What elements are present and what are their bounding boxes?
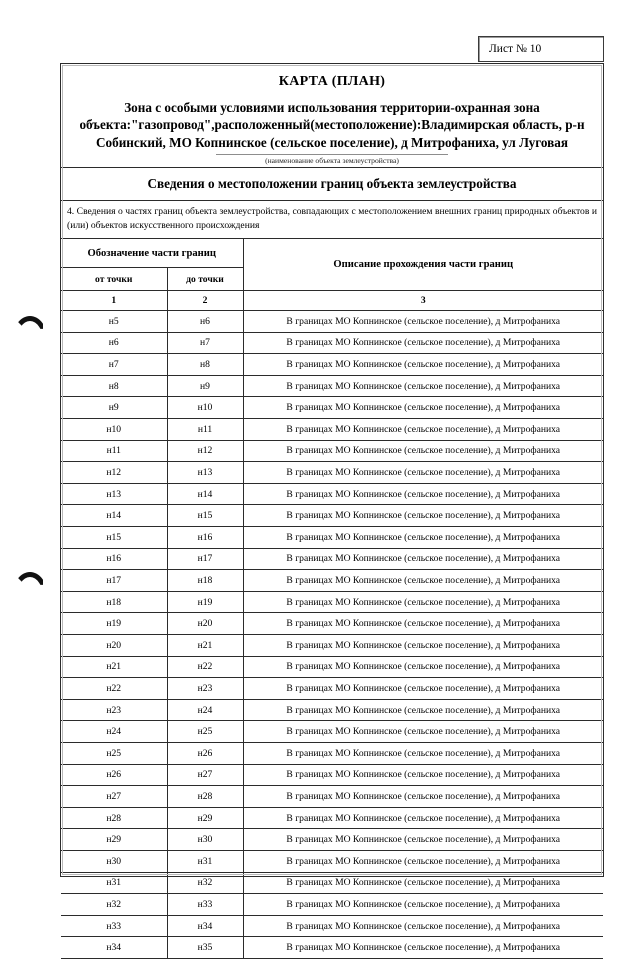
cell-from-point: н19 <box>61 613 167 635</box>
cell-from-point: н8 <box>61 375 167 397</box>
cell-from-point: н20 <box>61 634 167 656</box>
table-row <box>61 548 603 570</box>
table-row <box>61 742 603 764</box>
cell-description: В границах МО Копнинское (сельское поселение), д Митрофаниха <box>243 764 603 786</box>
table-row <box>61 613 603 635</box>
table-row <box>61 786 603 808</box>
cell-from-point: н15 <box>61 527 167 549</box>
table-row <box>61 678 603 700</box>
title-block <box>61 64 603 167</box>
cell-from-point: н34 <box>61 937 167 959</box>
cell-description: В границах МО Копнинское (сельское поселение), д Митрофаниха <box>243 656 603 678</box>
sheet-number-label: Лист № 10 <box>489 43 542 55</box>
cell-to-point: н25 <box>167 721 243 743</box>
column-number-2: 2 <box>167 291 243 311</box>
cell-from-point: н5 <box>61 311 167 333</box>
table-row <box>61 699 603 721</box>
cell-to-point: н6 <box>167 311 243 333</box>
cell-from-point: н11 <box>61 440 167 462</box>
cell-to-point: н9 <box>167 375 243 397</box>
header-to-point: до точки <box>167 268 243 291</box>
cell-description: В границах МО Копнинское (сельское поселение), д Митрофаниха <box>243 419 603 441</box>
table-row <box>61 829 603 851</box>
cell-description: В границах МО Копнинское (сельское поселение), д Митрофаниха <box>243 699 603 721</box>
cell-from-point: н30 <box>61 850 167 872</box>
table-row <box>61 505 603 527</box>
column-number-1: 1 <box>61 291 167 311</box>
cell-from-point: н7 <box>61 354 167 376</box>
document-subtitle: Зона с особыми условиями использования территории-охранная зона объекта:"газопровод",расположенный(местоположение):Владимирская область, р-н Собинский, МО Копнинское (сельское поселение), д Митрофаниха, ул Луговая <box>79 100 585 150</box>
table-row <box>61 764 603 786</box>
table-row <box>61 937 603 959</box>
table-row <box>61 419 603 441</box>
cell-description: В границах МО Копнинское (сельское поселение), д Митрофаниха <box>243 332 603 354</box>
cell-description: В границах МО Копнинское (сельское поселение), д Митрофаниха <box>243 440 603 462</box>
table-row <box>61 332 603 354</box>
cell-description: В границах МО Копнинское (сельское поселение), д Митрофаниха <box>243 570 603 592</box>
cell-to-point: н14 <box>167 483 243 505</box>
header-description: Описание прохождения части границ <box>243 239 603 291</box>
cell-description: В границах МО Копнинское (сельское поселение), д Митрофаниха <box>243 483 603 505</box>
cell-to-point: н23 <box>167 678 243 700</box>
cell-from-point: н6 <box>61 332 167 354</box>
cell-description: В границах МО Копнинское (сельское поселение), д Митрофаниха <box>243 527 603 549</box>
cell-from-point: н25 <box>61 742 167 764</box>
cell-from-point: н26 <box>61 764 167 786</box>
header-group-designation: Обозначение части границ <box>61 239 243 268</box>
table-row <box>61 894 603 916</box>
table-row <box>61 440 603 462</box>
cell-to-point: н26 <box>167 742 243 764</box>
table-row <box>61 807 603 829</box>
cell-to-point: н32 <box>167 872 243 894</box>
cell-to-point: н34 <box>167 915 243 937</box>
cell-from-point: н18 <box>61 591 167 613</box>
cell-description: В границах МО Копнинское (сельское поселение), д Митрофаниха <box>243 786 603 808</box>
table-row <box>61 375 603 397</box>
cell-to-point: н18 <box>167 570 243 592</box>
table-row <box>61 721 603 743</box>
cell-to-point: н8 <box>167 354 243 376</box>
table-row <box>61 872 603 894</box>
cell-to-point: н22 <box>167 656 243 678</box>
table-row <box>61 915 603 937</box>
cell-description: В границах МО Копнинское (сельское поселение), д Митрофаниха <box>243 937 603 959</box>
cell-description: В границах МО Копнинское (сельское поселение), д Митрофаниха <box>243 807 603 829</box>
cell-to-point: н7 <box>167 332 243 354</box>
cell-to-point: н29 <box>167 807 243 829</box>
cell-to-point: н30 <box>167 829 243 851</box>
cell-from-point: н29 <box>61 829 167 851</box>
cell-to-point: н21 <box>167 634 243 656</box>
cell-description: В границах МО Копнинское (сельское поселение), д Митрофаниха <box>243 375 603 397</box>
section-note: 4. Сведения о частях границ объекта землеустройства, совпадающих с местоположением внешних границ природных объектов и (или) объектов искусственного происхождения <box>61 201 603 239</box>
cell-from-point: н12 <box>61 462 167 484</box>
cell-to-point: н20 <box>167 613 243 635</box>
cell-to-point: н12 <box>167 440 243 462</box>
table-row <box>61 311 603 333</box>
cell-to-point: н24 <box>167 699 243 721</box>
binder-hole-mark-top <box>12 316 48 341</box>
table-row <box>61 570 603 592</box>
cell-description: В границах МО Копнинское (сельское поселение), д Митрофаниха <box>243 505 603 527</box>
column-number-3: 3 <box>243 291 603 311</box>
cell-from-point: н24 <box>61 721 167 743</box>
subtitle-caption: (наименование объекта землеустройства) <box>216 154 448 165</box>
cell-from-point: н27 <box>61 786 167 808</box>
cell-to-point: н17 <box>167 548 243 570</box>
cell-description: В границах МО Копнинское (сельское поселение), д Митрофаниха <box>243 634 603 656</box>
cell-to-point: н16 <box>167 527 243 549</box>
cell-to-point: н33 <box>167 894 243 916</box>
cell-from-point: н13 <box>61 483 167 505</box>
table-header-group-row <box>61 239 603 268</box>
cell-description: В границах МО Копнинское (сельское поселение), д Митрофаниха <box>243 354 603 376</box>
cell-to-point: н35 <box>167 937 243 959</box>
table-row <box>61 397 603 419</box>
cell-description: В границах МО Копнинское (сельское поселение), д Митрофаниха <box>243 311 603 333</box>
page-title: КАРТА (ПЛАН) <box>278 74 386 89</box>
table-row <box>61 462 603 484</box>
cell-description: В границах МО Копнинское (сельское поселение), д Митрофаниха <box>243 678 603 700</box>
cell-from-point: н33 <box>61 915 167 937</box>
cell-to-point: н15 <box>167 505 243 527</box>
cell-description: В границах МО Копнинское (сельское поселение), д Митрофаниха <box>243 829 603 851</box>
cell-to-point: н28 <box>167 786 243 808</box>
cell-from-point: н22 <box>61 678 167 700</box>
header-from-point: от точки <box>61 268 167 291</box>
cell-description: В границах МО Копнинское (сельское поселение), д Митрофаниха <box>243 462 603 484</box>
cell-description: В границах МО Копнинское (сельское поселение), д Митрофаниха <box>243 850 603 872</box>
cell-from-point: н28 <box>61 807 167 829</box>
cell-description: В границах МО Копнинское (сельское поселение), д Митрофаниха <box>243 742 603 764</box>
cell-to-point: н31 <box>167 850 243 872</box>
sheet-number-box <box>478 36 604 62</box>
cell-from-point: н21 <box>61 656 167 678</box>
cell-description: В границах МО Копнинское (сельское поселение), д Митрофаниха <box>243 591 603 613</box>
table-row <box>61 354 603 376</box>
cell-description: В границах МО Копнинское (сельское поселение), д Митрофаниха <box>243 872 603 894</box>
cell-description: В границах МО Копнинское (сельское поселение), д Митрофаниха <box>243 397 603 419</box>
section-heading: Сведения о местоположении границ объекта землеустройства <box>61 167 603 201</box>
table-row <box>61 527 603 549</box>
cell-description: В границах МО Копнинское (сельское поселение), д Митрофаниха <box>243 721 603 743</box>
table-row <box>61 591 603 613</box>
cell-to-point: н27 <box>167 764 243 786</box>
border-parts-table <box>61 239 603 959</box>
document-frame <box>60 63 604 954</box>
cell-from-point: н32 <box>61 894 167 916</box>
cell-to-point: н10 <box>167 397 243 419</box>
cell-description: В границах МО Копнинское (сельское поселение), д Митрофаниха <box>243 613 603 635</box>
binder-hole-mark-bottom <box>12 572 48 597</box>
cell-to-point: н13 <box>167 462 243 484</box>
cell-from-point: н14 <box>61 505 167 527</box>
table-body <box>61 311 603 959</box>
cell-from-point: н9 <box>61 397 167 419</box>
cell-from-point: н31 <box>61 872 167 894</box>
cell-description: В границах МО Копнинское (сельское поселение), д Митрофаниха <box>243 894 603 916</box>
table-row <box>61 634 603 656</box>
table-row <box>61 483 603 505</box>
cell-description: В границах МО Копнинское (сельское поселение), д Митрофаниха <box>243 548 603 570</box>
table-row <box>61 850 603 872</box>
cell-to-point: н19 <box>167 591 243 613</box>
cell-from-point: н23 <box>61 699 167 721</box>
cell-description: В границах МО Копнинское (сельское поселение), д Митрофаниха <box>243 915 603 937</box>
table-row <box>61 656 603 678</box>
cell-from-point: н16 <box>61 548 167 570</box>
cell-from-point: н17 <box>61 570 167 592</box>
table-column-number-row <box>61 291 603 311</box>
cell-from-point: н10 <box>61 419 167 441</box>
cell-to-point: н11 <box>167 419 243 441</box>
